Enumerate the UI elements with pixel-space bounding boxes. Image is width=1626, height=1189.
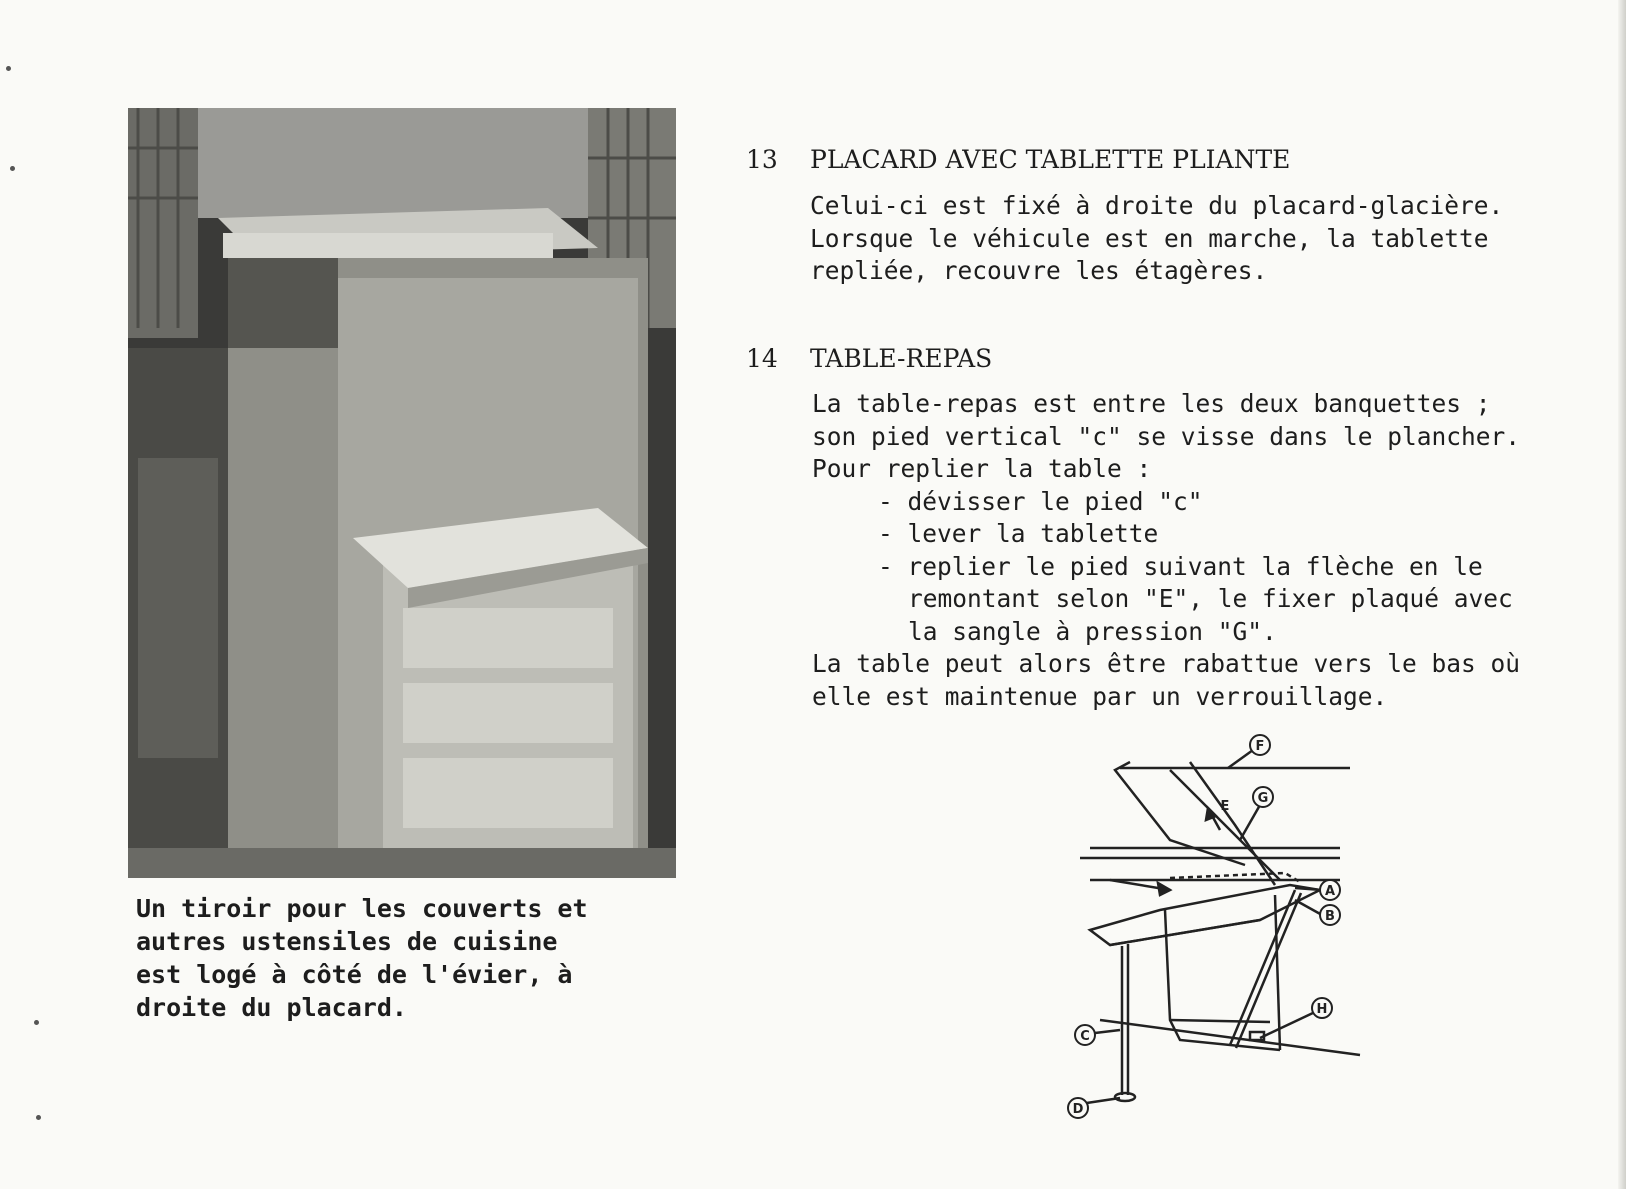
section-number: 13 — [746, 145, 778, 174]
page-edge — [1618, 0, 1626, 1189]
caption-line: droite du placard. — [136, 993, 407, 1022]
label-B: B — [1325, 909, 1335, 924]
label-F: F — [1255, 739, 1265, 754]
margin-speck — [6, 66, 11, 71]
step-line: - lever la tablette — [878, 519, 1159, 548]
section-title: TABLE-REPAS — [810, 344, 993, 373]
photo-caption — [136, 892, 636, 1024]
section-13-body — [810, 190, 1503, 288]
label-A: A — [1324, 884, 1336, 899]
label-C: C — [1080, 1029, 1090, 1044]
label-D: D — [1072, 1102, 1084, 1117]
margin-speck — [34, 1020, 39, 1025]
body-line: Pour replier la table : — [812, 454, 1152, 483]
body-line: Celui-ci est fixé à droite du placard-glacière. — [810, 191, 1504, 220]
caption-line: Un tiroir pour les couverts et — [136, 894, 588, 923]
step-line: remontant selon "E", le fixer plaqué avec — [908, 584, 1513, 613]
body-line: Lorsque le véhicule est en marche, la tablette — [810, 223, 1489, 253]
body-line: La table-repas est entre les deux banquettes ; — [812, 389, 1491, 418]
body-line: La table peut alors être rabattue vers le bas où — [812, 649, 1521, 678]
body-line: repliée, recouvre les étagères. — [810, 256, 1268, 285]
caption-line: est logé à côté de l'évier, à — [136, 960, 573, 989]
label-H: H — [1316, 1002, 1328, 1017]
label-G: G — [1257, 791, 1269, 806]
cabinet-photo — [128, 108, 676, 878]
step-line: - replier le pied suivant la flèche en le — [878, 551, 1483, 581]
section-14-heading — [746, 344, 992, 373]
section-title: PLACARD AVEC TABLETTE PLIANTE — [810, 145, 1291, 174]
section-13-heading — [746, 145, 1290, 174]
body-line: son pied vertical "c" se visse dans le plancher. — [812, 421, 1521, 451]
margin-speck — [36, 1115, 41, 1120]
body-line: elle est maintenue par un verrouillage. — [812, 681, 1388, 711]
step-line: - dévisser le pied "c" — [878, 486, 1203, 516]
caption-line: autres ustensiles de cuisine — [136, 927, 558, 956]
step-line: la sangle à pression "G". — [908, 616, 1277, 646]
label-E: E — [1220, 799, 1230, 814]
margin-speck — [10, 166, 15, 171]
section-14-body — [812, 388, 1520, 713]
folding-table-diagram — [1070, 739, 1430, 1160]
section-number: 14 — [746, 344, 778, 373]
